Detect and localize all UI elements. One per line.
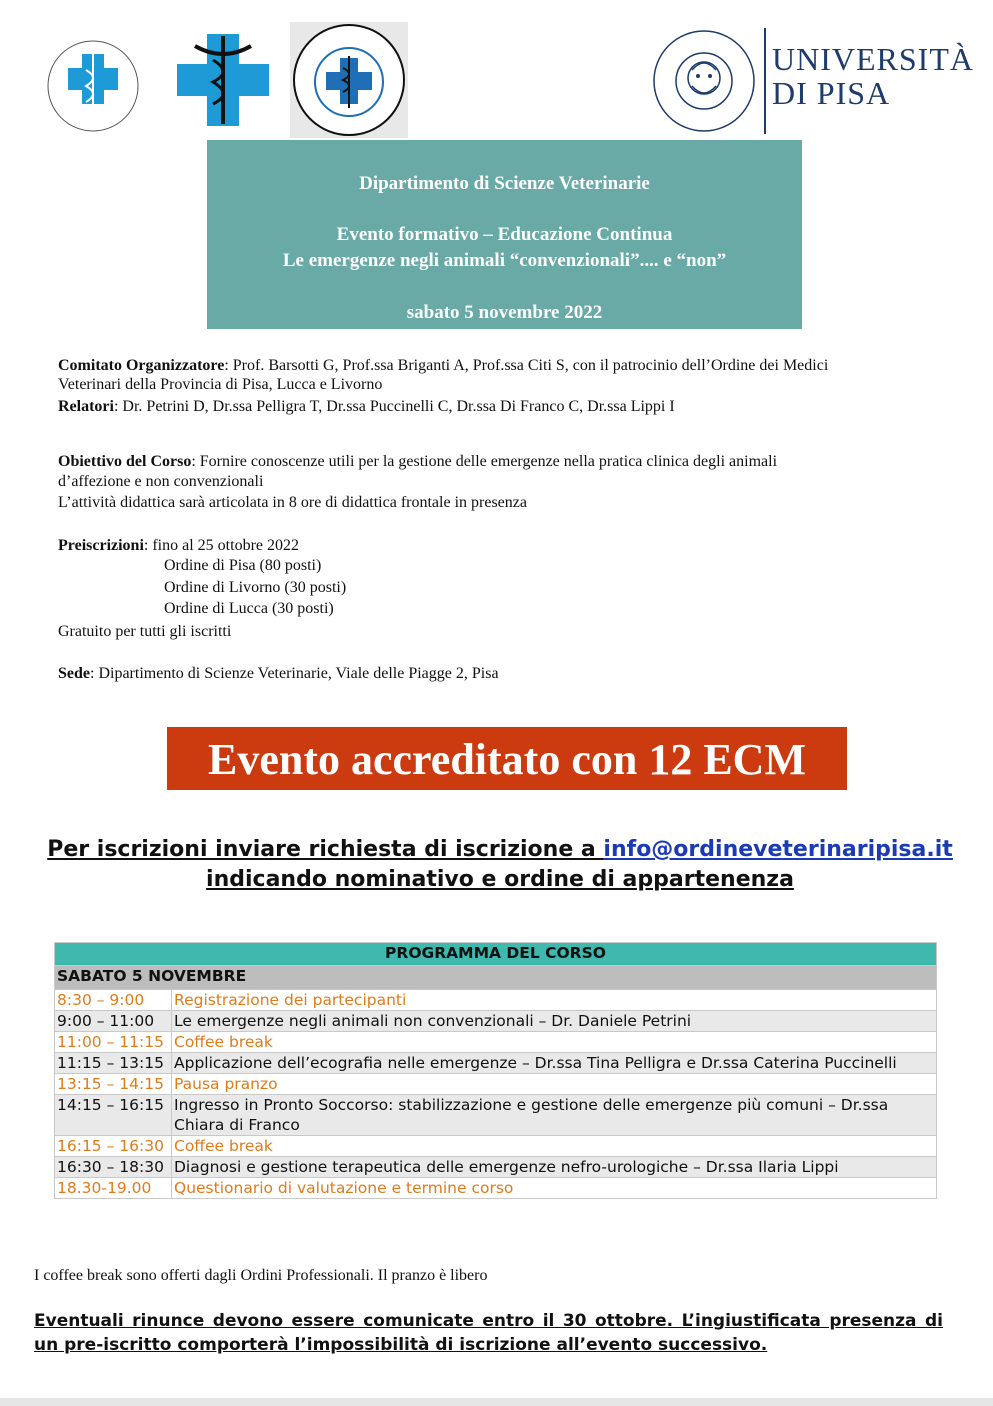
university-line1: UNIVERSITÀ [772, 41, 974, 77]
table-row [55, 1074, 937, 1095]
free-text: Gratuito per tutti gli iscritti [58, 623, 232, 640]
committee-label: Comitato Organizzatore [58, 357, 225, 374]
row-time: 16:15 – 16:30 [55, 1136, 172, 1157]
row-time: 14:15 – 16:15 [55, 1095, 172, 1136]
event-type: Evento formativo – Educazione Continua [336, 224, 673, 245]
registration-line1 [40, 836, 960, 864]
pisa-order-logo [290, 22, 408, 138]
row-desc: Applicazione dell’ecografia nelle emergenze – Dr.ssa Tina Pelligra e Dr.ssa Caterina Puccinelli [172, 1053, 937, 1074]
university-name [772, 42, 974, 110]
row-desc: Ingresso in Pronto Soccorso: stabilizzazione e gestione delle emergenze più comuni – Dr.ssa Chiara di Franco [172, 1095, 937, 1136]
page-bottom-edge [0, 1398, 993, 1406]
row-desc: Diagnosi e gestione terapeutica delle emergenze nefro-urologiche – Dr.ssa Ilaria Lippi [172, 1157, 937, 1178]
university-line2: DI PISA [772, 75, 891, 111]
ecm-banner: Evento accreditato con 12 ECM [167, 727, 847, 790]
objective-paragraph [58, 452, 958, 472]
table-row [55, 1032, 937, 1053]
program-day: SABATO 5 NOVEMBRE [55, 966, 937, 990]
table-row [55, 1053, 937, 1074]
prereg-item-pisa: Ordine di Pisa (80 posti) [164, 557, 322, 574]
program-day-row [55, 966, 937, 990]
registration-line2: indicando nominativo e ordine di appartenenza [206, 867, 794, 892]
committee-paragraph [58, 356, 958, 376]
university-divider [764, 28, 766, 134]
program-table [54, 942, 937, 1199]
prereg-text: : fino al 25 ottobre 2022 [143, 537, 299, 554]
row-time: 9:00 – 11:00 [55, 1011, 172, 1032]
table-row [55, 990, 937, 1011]
table-row [55, 1136, 937, 1157]
objective-text: : Fornire conoscenze utili per la gestione delle emergenze nella pratica clinica degli animali [191, 453, 778, 470]
row-time: 16:30 – 18:30 [55, 1157, 172, 1178]
row-desc: Le emergenze negli animali non convenzionali – Dr. Daniele Petrini [172, 1011, 937, 1032]
venue-text: : Dipartimento di Scienze Veterinarie, Viale delle Piagge 2, Pisa [90, 665, 499, 682]
row-desc: Questionario di valutazione e termine corso [172, 1178, 937, 1199]
table-row [55, 1178, 937, 1199]
prereg-paragraph [58, 536, 958, 556]
prereg-item-livorno: Ordine di Livorno (30 posti) [164, 579, 347, 596]
table-row [55, 1011, 937, 1032]
venue-label: Sede [58, 665, 90, 682]
event-title: Le emergenze negli animali “convenzionali”.... e “non” [282, 250, 727, 271]
speakers-text: : Dr. Petrini D, Dr.ssa Pelligra T, Dr.ssa Puccinelli C, Dr.ssa Di Franco C, Dr.ssa Lippi I [113, 398, 675, 415]
venue-paragraph [58, 664, 958, 684]
row-time: 18.30-19.00 [55, 1178, 172, 1199]
row-desc: Pausa pranzo [172, 1074, 937, 1095]
committee-text: : Prof. Barsotti G, Prof.ssa Briganti A, Prof.ssa Citi S, con il patrocinio dell’Ordine dei Medici [224, 357, 829, 374]
objective-line3: L’attività didattica sarà articolata in 8 ore di didattica frontale in presenza [58, 494, 527, 511]
coffee-break-note: I coffee break sono offerti dagli Ordini Professionali. Il pranzo è libero [34, 1267, 488, 1284]
table-row [55, 1095, 937, 1136]
registration-email-link[interactable]: info@ordineveterinaripisa.it [603, 837, 953, 862]
cancellation-warning: Eventuali rinunce devono essere comunicate entro il 30 ottobre. L’ingiustificata presenza di un pre-iscritto comporterà l’impossibilità di iscrizione all’evento successivo. [34, 1311, 943, 1355]
prereg-label: Preiscrizioni [58, 537, 144, 554]
caduceus-cross-logo [175, 32, 271, 128]
committee-line2: Veterinari della Provincia di Pisa, Lucca e Livorno [58, 376, 383, 393]
speakers-paragraph [58, 397, 958, 417]
speakers-label: Relatori [58, 398, 114, 415]
objective-label: Obiettivo del Corso [58, 453, 192, 470]
event-header-box [207, 140, 802, 329]
row-desc: Coffee break [172, 1032, 937, 1053]
objective-line2: d’affezione e non convenzionali [58, 473, 264, 490]
prereg-item-lucca: Ordine di Lucca (30 posti) [164, 600, 334, 617]
program-title-row [55, 943, 937, 966]
row-time: 11:00 – 11:15 [55, 1032, 172, 1053]
row-desc: Registrazione dei partecipanti [172, 990, 937, 1011]
event-date: sabato 5 novembre 2022 [406, 302, 603, 323]
department-title: Dipartimento di Scienze Veterinarie [359, 173, 650, 194]
university-seal-logo [652, 26, 756, 136]
row-time: 8:30 – 9:00 [55, 990, 172, 1011]
row-time: 13:15 – 14:15 [55, 1074, 172, 1095]
program-title: PROGRAMMA DEL CORSO [55, 943, 937, 966]
table-row [55, 1157, 937, 1178]
lucca-order-logo [46, 32, 141, 140]
row-time: 11:15 – 13:15 [55, 1053, 172, 1074]
registration-text: Per iscrizioni inviare richiesta di iscrizione a [47, 837, 604, 862]
row-desc: Coffee break [172, 1136, 937, 1157]
